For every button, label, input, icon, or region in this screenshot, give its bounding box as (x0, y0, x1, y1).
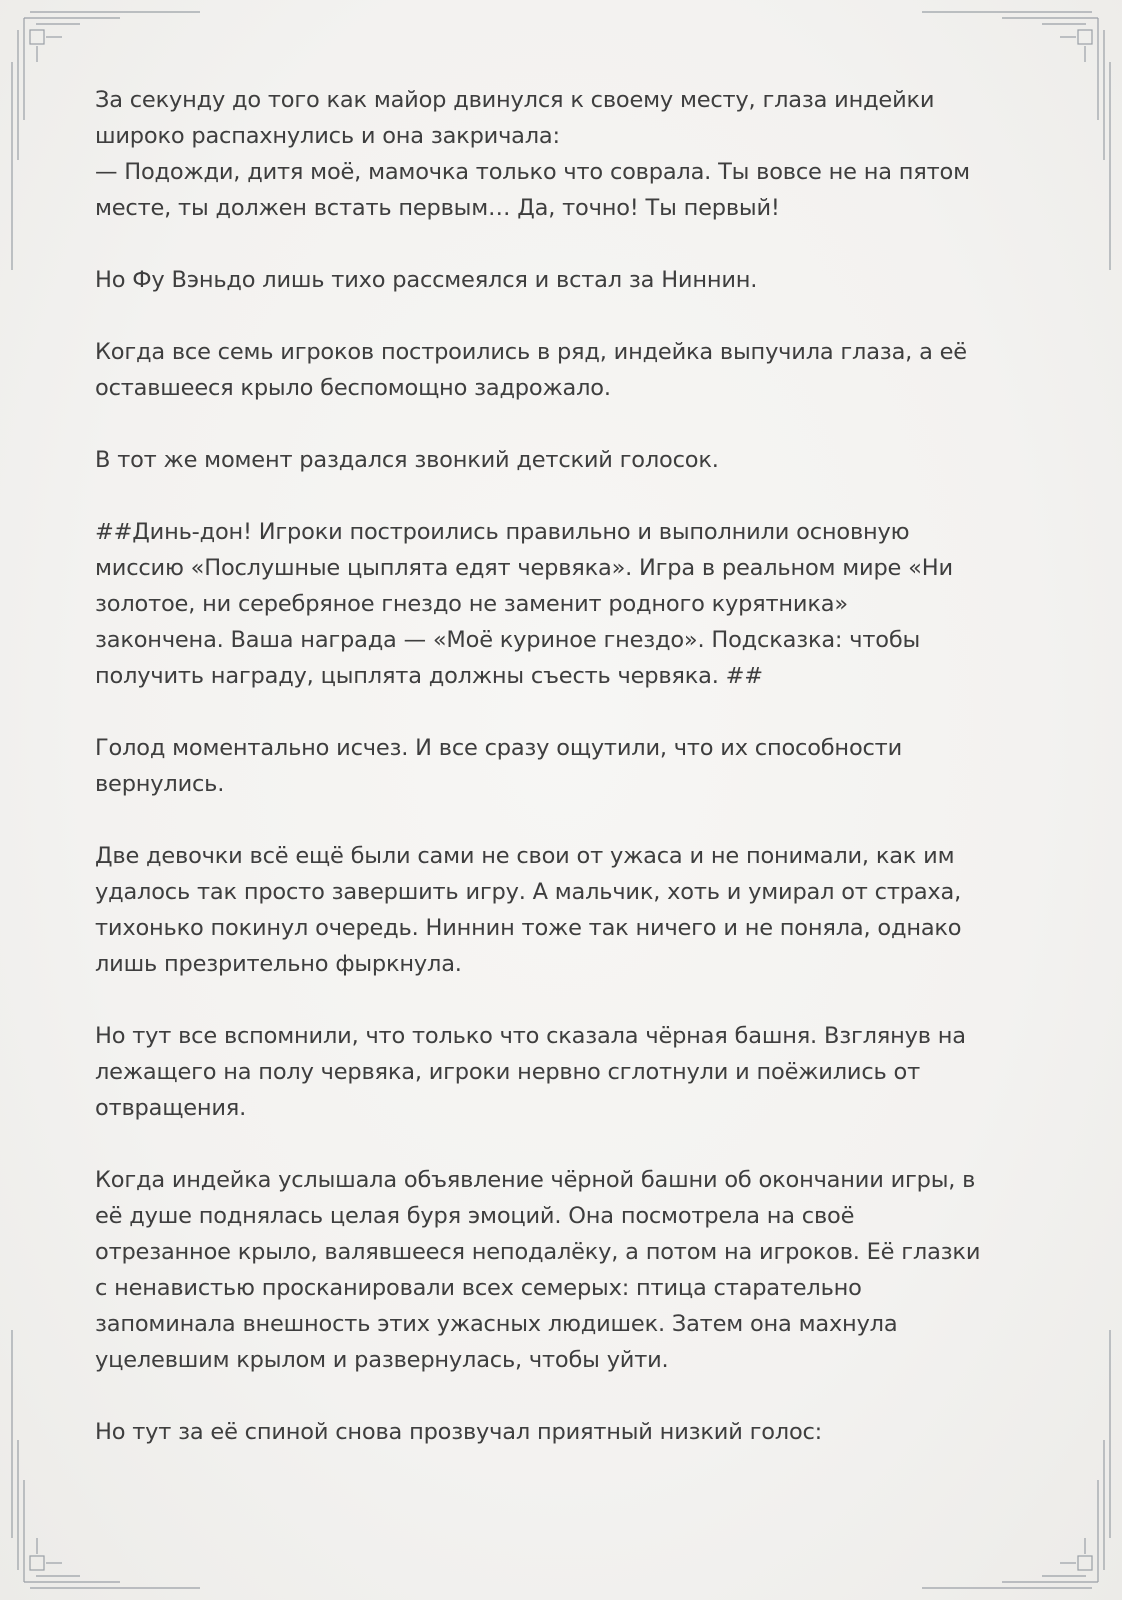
text-line: удалось так просто завершить игру. А мальчик, хоть и умирал от страха, (95, 879, 962, 905)
text-line: В тот же момент раздался звонкий детский голосок. (95, 447, 719, 473)
text-line: Но Фу Вэньдо лишь тихо рассмеялся и встал за Ниннин. (95, 267, 758, 293)
text-line: Голод моментально исчез. И все сразу ощутили, что их способности (95, 735, 903, 761)
text-line: лежащего на полу червяка, игроки нервно сглотнули и поёжились от (95, 1059, 920, 1085)
paragraph-9 (95, 1162, 1035, 1378)
paragraph-6 (95, 730, 1035, 802)
text-line: закончена. Ваша награда — «Моё куриное гнездо». Подсказка: чтобы (95, 627, 921, 653)
story-text (95, 82, 1035, 1486)
paragraph-4 (95, 442, 1035, 478)
text-line: миссию «Послушные цыплята едят червяка». Игра в реальном мире «Ни (95, 555, 953, 581)
text-line: За секунду до того как майор двинулся к своему месту, глаза индейки (95, 87, 935, 113)
paragraph-3 (95, 334, 1035, 406)
text-line: получить награду, цыплята должны съесть червяка. ## (95, 663, 763, 689)
text-line: — Подожди, дитя моё, мамочка только что соврала. Ты вовсе не на пятом (95, 159, 970, 185)
text-line: Но тут за её спиной снова прозвучал приятный низкий голос: (95, 1419, 823, 1445)
text-line: уцелевшим крылом и развернулась, чтобы уйти. (95, 1347, 669, 1373)
text-line: тихонько покинул очередь. Ниннин тоже так ничего и не поняла, однако (95, 915, 962, 941)
text-line: вернулись. (95, 771, 225, 797)
text-line: широко распахнулись и она закричала: (95, 123, 560, 149)
paragraph-7 (95, 838, 1035, 982)
text-line: Когда все семь игроков построились в ряд, индейка выпучила глаза, а её (95, 339, 967, 365)
text-line: Когда индейка услышала объявление чёрной башни об окончании игры, в (95, 1167, 976, 1193)
text-line: золотое, ни серебряное гнездо не заменит родного курятника» (95, 591, 848, 617)
text-line: Но тут все вспомнили, что только что сказала чёрная башня. Взглянув на (95, 1023, 966, 1049)
paragraph-1 (95, 82, 1035, 226)
text-line: месте, ты должен встать первым… Да, точно! Ты первый! (95, 195, 780, 221)
text-line: отрезанное крыло, валявшееся неподалёку, а потом на игроков. Её глазки (95, 1239, 981, 1265)
text-line: оставшееся крыло беспомощно задрожало. (95, 375, 611, 401)
paragraph-2 (95, 262, 1035, 298)
text-line: её душе поднялась целая буря эмоций. Она посмотрела на своё (95, 1203, 855, 1229)
text-line: ##Динь-дон! Игроки построились правильно и выполнили основную (95, 519, 910, 545)
text-line: Две девочки всё ещё были сами не свои от ужаса и не понимали, как им (95, 843, 955, 869)
text-line: отвращения. (95, 1095, 247, 1121)
text-line: лишь презрительно фыркнула. (95, 951, 462, 977)
paragraph-10 (95, 1414, 1035, 1450)
text-line: с ненавистью просканировали всех семерых: птица старательно (95, 1275, 862, 1301)
paragraph-5-system-announcement (95, 514, 1035, 694)
text-line: запоминала внешность этих ужасных людишек. Затем она махнула (95, 1311, 898, 1337)
paragraph-8 (95, 1018, 1035, 1126)
